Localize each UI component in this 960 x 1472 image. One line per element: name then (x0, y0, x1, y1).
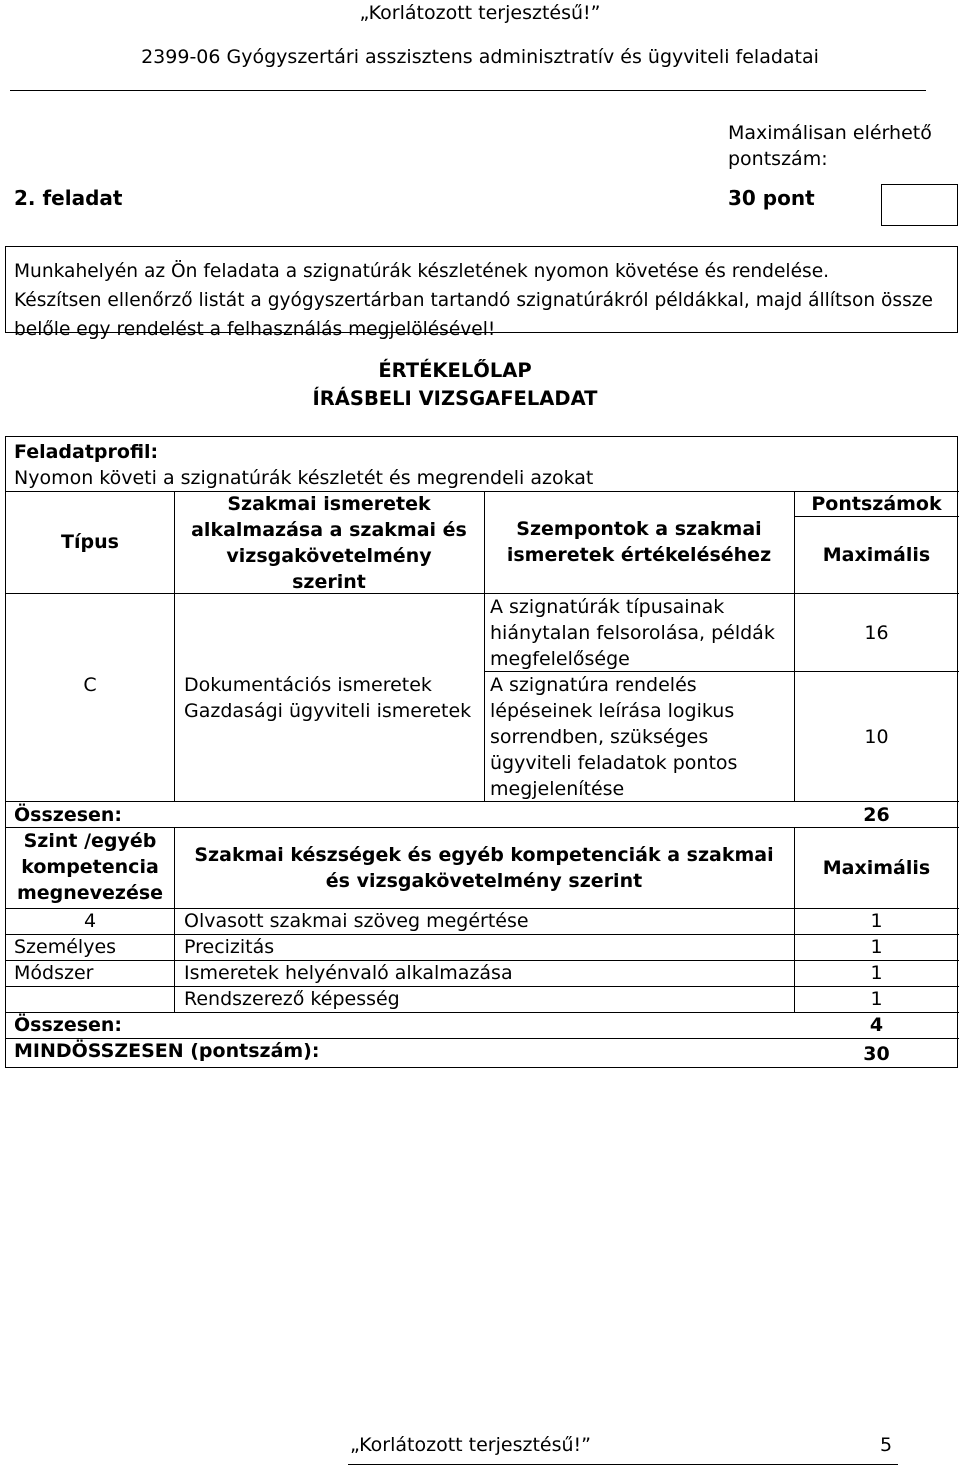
header-subtitle: 2399-06 Gyógyszertári asszisztens adminisztratív és ügyviteli feladatai (141, 46, 819, 68)
competence-name: Precizitás (184, 936, 275, 958)
profile-text: Nyomon követi a szignatúrák készletét és megrendeli azokat (14, 467, 594, 489)
competence-points: 1 (870, 988, 883, 1010)
task-description-line: Munkahelyén az Ön feladata a szignatúrák készletének nyomon követése és rendelése. (14, 261, 830, 282)
grand-total-value: 30 (863, 1043, 890, 1065)
competence-name: Rendszerező képesség (184, 988, 400, 1010)
criteria-1 (490, 594, 775, 672)
subtotal-1-value: 26 (863, 804, 890, 826)
evaluation-title (0, 357, 910, 413)
header-type: Típus (61, 531, 119, 553)
criteria-2-line: megjelenítése (490, 778, 625, 800)
competence-level-header-line: kompetencia (21, 856, 159, 878)
competence-level-header-line: Szint /egyéb (23, 830, 157, 852)
criteria-2 (490, 672, 737, 802)
header-knowledge-line: alkalmazása a szakmai és (191, 519, 467, 541)
footer-restriction: „Korlátozott terjesztésű!” (350, 1434, 591, 1456)
criteria-2-line: ügyviteli feladatok pontos (490, 752, 738, 774)
competence-name: Ismeretek helyénvaló alkalmazása (184, 962, 513, 984)
header-criteria (484, 516, 794, 568)
competence-level: Módszer (14, 962, 94, 984)
header-knowledge-line: szerint (292, 571, 366, 593)
evaluation-table (5, 436, 958, 1068)
header-knowledge (174, 491, 484, 595)
task-label: 2. feladat (14, 186, 123, 210)
competence-skills-header (174, 842, 794, 894)
criteria-1-line: megfelelősége (490, 648, 630, 670)
header-restriction: „Korlátozott terjesztésű!” (359, 2, 601, 24)
row-knowledge-line: Gazdasági ügyviteli ismeretek (184, 700, 472, 722)
criteria-1-line: A szignatúrák típusainak (490, 596, 725, 618)
grand-total-label: MINDÖSSZESEN (pontszám): (14, 1040, 320, 1062)
competence-name: Olvasott szakmai szöveg megértése (184, 910, 529, 932)
competence-level: 4 (83, 910, 97, 932)
header-criteria-line: Szempontok a szakmai (516, 518, 762, 540)
criteria-2-line: A szignatúra rendelés (490, 674, 697, 696)
criteria-2-line: lépéseinek leírása logikus (490, 700, 735, 722)
max-points-label-line1: Maximálisan elérhető (728, 122, 932, 144)
subtotal-1-label: Összesen: (14, 804, 123, 826)
competence-maximal-header: Maximális (822, 857, 931, 879)
header-knowledge-line: Szakmai ismeretek (227, 493, 431, 515)
row-knowledge-line: Dokumentációs ismeretek (184, 674, 432, 696)
competence-points: 1 (870, 910, 883, 932)
criteria-1-points: 16 (864, 622, 889, 644)
task-description-line: belőle egy rendelést a felhasználás megjelölésével! (14, 319, 496, 340)
subtotal-2-label: Összesen: (14, 1014, 123, 1036)
header-divider (10, 90, 926, 91)
row-type: C (83, 674, 97, 696)
max-points-label (728, 120, 948, 172)
criteria-2-line: sorrendben, szükséges (490, 726, 709, 748)
competence-points: 1 (870, 962, 883, 984)
evaluation-title-line1: ÉRTÉKELŐLAP (378, 359, 532, 382)
task-description-line: Készítsen ellenőrző listát a gyógyszertárban tartandó szignatúrákról példákkal, majd állítson össze (14, 290, 933, 311)
header-criteria-line: ismeretek értékeléséhez (506, 544, 772, 566)
header-points: Pontszámok (811, 493, 942, 515)
competence-skills-header-line: és vizsgakövetelmény szerint (325, 870, 643, 892)
col-divider (794, 491, 795, 801)
task-description-box (5, 246, 958, 340)
max-points-label-line2: pontszám: (728, 148, 828, 170)
competence-level-header-line: megnevezése (16, 882, 164, 904)
profile-label: Feladatprofil: (14, 441, 159, 463)
evaluation-title-line2: ÍRÁSBELI VIZSGAFELADAT (312, 387, 598, 410)
competence-skills-header-line: Szakmai készségek és egyéb kompetenciák a szakmai (194, 844, 774, 866)
task-points: 30 pont (728, 186, 815, 210)
subtotal-2-value: 4 (869, 1014, 884, 1036)
footer-divider (348, 1464, 898, 1465)
page-number: 5 (880, 1434, 893, 1456)
competence-points: 1 (870, 936, 883, 958)
competence-level: Személyes (14, 936, 117, 958)
competence-level-header (6, 828, 174, 906)
criteria-1-line: hiánytalan felsorolása, példák (490, 622, 775, 644)
header-maximal: Maximális (822, 544, 931, 566)
header-knowledge-line: vizsgakövetelmény (226, 545, 432, 567)
row-knowledge (184, 672, 471, 724)
criteria-2-points: 10 (864, 726, 889, 748)
score-input-box[interactable] (881, 184, 958, 226)
